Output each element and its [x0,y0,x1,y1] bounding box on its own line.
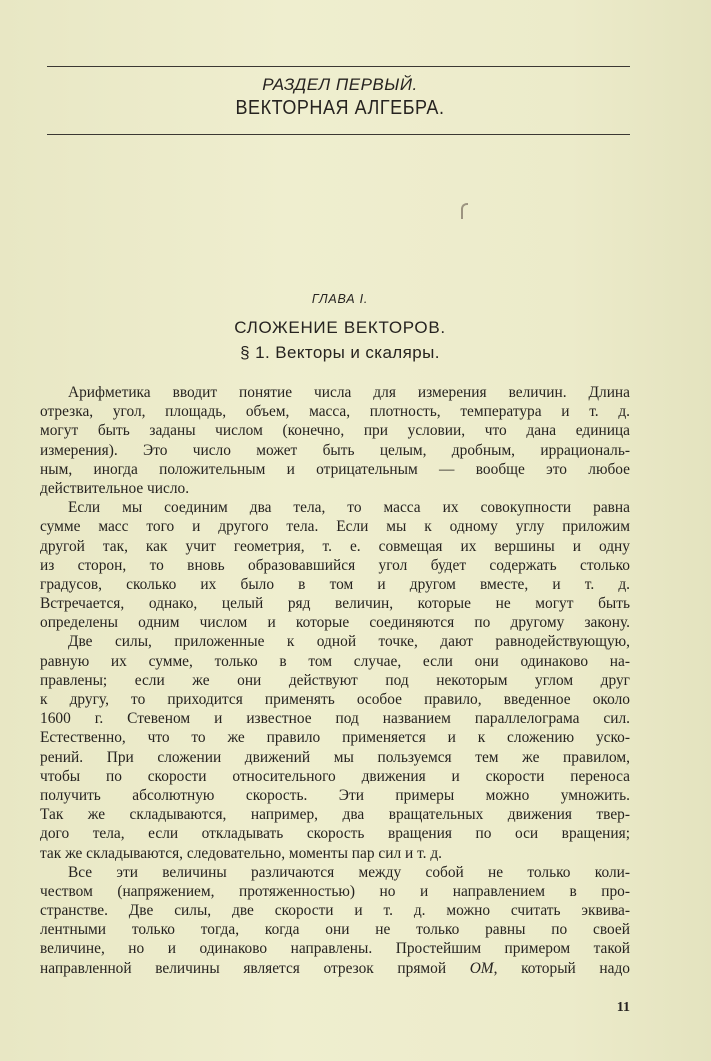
text-line: ным, иногда положительным и отрицательным — вообще это любое [40,460,630,478]
text-line: странстве. Две силы, две скорости и т. д. можно считать эквива- [40,902,630,920]
text-line: правлены; если же они действуют под некоторым углом друг [40,671,630,689]
text-line-final [40,959,630,978]
text-line: Встречается, однако, целый ряд величин, которые не могут быть [40,595,630,613]
text-line: получить абсолютную скорость. Эти примеры можно умножить. [40,786,630,804]
text-line: 1600 г. Стевеном и известное под названием параллелограма сил. [40,710,630,728]
text-segment: направленной величины является отрезок прямой [40,959,470,977]
part-title: ВЕКТОРНАЯ АЛГЕБРА. [235,97,445,119]
text-line: Естественно, что то же правило применяется и к сложению уско- [40,729,630,747]
part-label: РАЗДЕЛ ПЕРВЫЙ. [262,75,418,94]
text-line: равную их сумме, только в том случае, если они одинаково на- [40,652,630,670]
bottom-rule [47,134,630,135]
text-line: величине, но и одинаково направлены. Простейшим примером такой [40,940,630,958]
text-line: могут быть заданы числом (конечно, при условии, что дана единица [40,422,630,440]
text-line: из сторон, то вновь образовавшийся угол будет содержать столько [40,556,630,574]
text-line: рений. При сложении движений мы пользуемся тем же правилом, [40,748,630,766]
page-number: 11 [616,1000,630,1015]
text-line: к другу, то приходится применять особое правило, введенное около [40,691,630,708]
top-rule [47,66,630,67]
body-text [40,383,630,978]
text-line: измерения). Это число может быть целым, дробным, иррациональ- [40,441,630,459]
text-line: другой так, как учит геометрия, т. е. совмещая их вершины и одну [40,537,630,555]
text-line: так же складываются, следовательно, моменты пар сил и т. д. [40,844,443,862]
text-line: Все эти величины различаются между собой не только коли- [68,863,630,881]
text-line: лентными только тогда, когда они не только равны по своей [40,921,630,939]
text-line: чтобы по скорости относительного движения и скорости переноса [40,767,630,785]
chapter-label: ГЛАВА I. [311,292,369,306]
text-line: градусов, сколько их было в том и другом вместе, и т. д. [40,575,630,593]
segment-label-om: ОМ [469,959,494,977]
text-line: Если мы соединим два тела, то масса их совокупности равна [68,499,630,517]
text-line: Так же складываются, например, два вращательных движения твер- [40,806,630,824]
text-line: чеством (напряжением, протяженностью) но и направлением в про- [40,882,630,900]
text-line: сумме масс того и другого тела. Если мы к одному углу приложим [40,518,630,536]
text-line: Арифметика вводит понятие числа для измерения величин. Длина [68,384,630,401]
section-title: § 1. Векторы и скаляры. [240,343,440,362]
text-segment: , который надо [493,959,630,977]
stray-ink-mark [461,203,468,219]
chapter-title: СЛОЖЕНИЕ ВЕКТОРОВ. [234,318,446,337]
text-line: определены одним числом и которые соединяются по другому закону. [40,614,630,632]
text-line: дого тела, если откладывать скорость вращения по оси вращения; [40,825,630,843]
text-line: отрезка, угол, площадь, объем, масса, плотность, температура и т. д. [40,403,630,421]
text-line: действительное число. [40,479,190,497]
text-line: Две силы, приложенные к одной точке, дают равнодействующую, [68,633,630,651]
